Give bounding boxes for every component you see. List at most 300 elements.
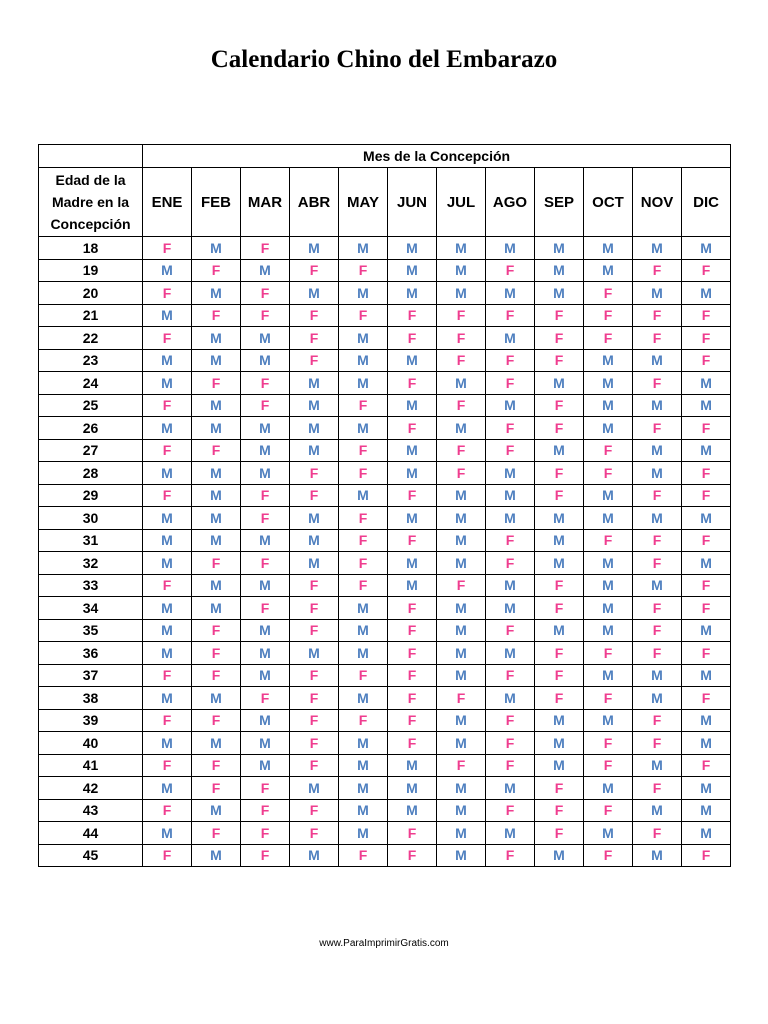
- table-row: [39, 552, 731, 575]
- gender-cell: F: [535, 822, 584, 845]
- table-row: [39, 574, 731, 597]
- age-cell: 36: [39, 642, 143, 665]
- gender-cell: M: [584, 597, 633, 620]
- gender-cell: F: [290, 687, 339, 710]
- gender-cell: F: [633, 619, 682, 642]
- gender-cell: M: [241, 574, 290, 597]
- gender-cell: M: [584, 372, 633, 395]
- gender-cell: M: [535, 237, 584, 260]
- gender-cell: F: [388, 642, 437, 665]
- gender-cell: F: [682, 417, 731, 440]
- gender-cell: M: [388, 462, 437, 485]
- gender-cell: F: [682, 844, 731, 867]
- gender-cell: M: [192, 597, 241, 620]
- gender-cell: M: [339, 327, 388, 350]
- gender-cell: M: [290, 529, 339, 552]
- gender-cell: F: [682, 597, 731, 620]
- age-cell: 28: [39, 462, 143, 485]
- gender-cell: M: [535, 709, 584, 732]
- gender-cell: F: [388, 619, 437, 642]
- gender-cell: F: [241, 237, 290, 260]
- gender-cell: M: [584, 619, 633, 642]
- gender-cell: F: [633, 552, 682, 575]
- gender-cell: M: [682, 282, 731, 305]
- gender-cell: F: [290, 732, 339, 755]
- gender-cell: M: [388, 394, 437, 417]
- gender-cell: F: [388, 732, 437, 755]
- gender-cell: M: [486, 777, 535, 800]
- gender-cell: M: [584, 394, 633, 417]
- gender-cell: M: [388, 349, 437, 372]
- gender-cell: F: [486, 619, 535, 642]
- gender-cell: F: [633, 259, 682, 282]
- gender-cell: M: [192, 529, 241, 552]
- gender-cell: M: [437, 372, 486, 395]
- gender-cell: M: [388, 259, 437, 282]
- gender-cell: M: [535, 259, 584, 282]
- gender-cell: M: [584, 777, 633, 800]
- gender-cell: F: [143, 844, 192, 867]
- gender-cell: M: [437, 237, 486, 260]
- gender-cell: F: [682, 259, 731, 282]
- gender-cell: F: [633, 304, 682, 327]
- gender-cell: F: [535, 664, 584, 687]
- gender-cell: M: [388, 282, 437, 305]
- gender-cell: M: [339, 282, 388, 305]
- gender-cell: M: [437, 642, 486, 665]
- gender-cell: F: [339, 259, 388, 282]
- gender-cell: M: [388, 552, 437, 575]
- gender-cell: F: [682, 327, 731, 350]
- gender-cell: M: [535, 439, 584, 462]
- gender-cell: M: [633, 237, 682, 260]
- gender-cell: M: [633, 799, 682, 822]
- gender-cell: F: [241, 484, 290, 507]
- gender-cell: F: [486, 349, 535, 372]
- gender-cell: M: [290, 507, 339, 530]
- gender-cell: M: [535, 282, 584, 305]
- page-title: Calendario Chino del Embarazo: [210, 46, 558, 73]
- age-column-header: Edad de la Madre en la Concepción: [39, 168, 143, 237]
- gender-cell: M: [192, 687, 241, 710]
- table-row: [39, 732, 731, 755]
- gender-cell: F: [584, 327, 633, 350]
- table-row: [39, 799, 731, 822]
- gender-cell: M: [143, 507, 192, 530]
- gender-cell: F: [682, 687, 731, 710]
- gender-cell: M: [388, 574, 437, 597]
- gender-cell: M: [584, 484, 633, 507]
- gender-cell: M: [437, 417, 486, 440]
- gender-cell: M: [486, 642, 535, 665]
- age-cell: 35: [39, 619, 143, 642]
- gender-cell: M: [682, 552, 731, 575]
- gender-cell: M: [584, 417, 633, 440]
- gender-cell: F: [339, 394, 388, 417]
- gender-cell: M: [584, 822, 633, 845]
- gender-cell: M: [290, 394, 339, 417]
- gender-cell: F: [682, 462, 731, 485]
- month-dic: DIC: [682, 168, 731, 237]
- gender-cell: F: [192, 777, 241, 800]
- gender-cell: M: [290, 372, 339, 395]
- gender-cell: F: [192, 709, 241, 732]
- gender-cell: M: [339, 349, 388, 372]
- age-cell: 33: [39, 574, 143, 597]
- pregnancy-calendar-table: [38, 144, 731, 867]
- gender-cell: F: [192, 552, 241, 575]
- gender-cell: M: [682, 822, 731, 845]
- gender-cell: M: [192, 349, 241, 372]
- gender-cell: F: [584, 462, 633, 485]
- table-row: [39, 462, 731, 485]
- gender-cell: M: [339, 777, 388, 800]
- gender-cell: M: [339, 417, 388, 440]
- gender-cell: M: [192, 484, 241, 507]
- gender-cell: M: [633, 687, 682, 710]
- month-oct: OCT: [584, 168, 633, 237]
- gender-cell: F: [241, 844, 290, 867]
- age-cell: 19: [39, 259, 143, 282]
- gender-cell: F: [290, 664, 339, 687]
- age-cell: 18: [39, 237, 143, 260]
- gender-cell: M: [633, 664, 682, 687]
- gender-cell: F: [290, 349, 339, 372]
- gender-cell: F: [437, 687, 486, 710]
- gender-cell: M: [143, 529, 192, 552]
- gender-cell: M: [682, 439, 731, 462]
- gender-cell: M: [584, 709, 633, 732]
- gender-cell: F: [339, 844, 388, 867]
- table-row: [39, 439, 731, 462]
- gender-cell: M: [192, 327, 241, 350]
- age-cell: 45: [39, 844, 143, 867]
- gender-cell: F: [486, 552, 535, 575]
- table-row: [39, 709, 731, 732]
- gender-cell: M: [290, 844, 339, 867]
- gender-cell: M: [535, 619, 584, 642]
- gender-cell: F: [584, 844, 633, 867]
- gender-cell: F: [388, 822, 437, 845]
- gender-cell: F: [290, 799, 339, 822]
- table-row: [39, 417, 731, 440]
- gender-cell: M: [486, 822, 535, 845]
- gender-cell: F: [143, 754, 192, 777]
- gender-cell: M: [241, 619, 290, 642]
- gender-cell: M: [486, 484, 535, 507]
- gender-cell: M: [143, 259, 192, 282]
- gender-cell: M: [486, 394, 535, 417]
- gender-cell: M: [192, 394, 241, 417]
- age-cell: 31: [39, 529, 143, 552]
- gender-cell: F: [143, 327, 192, 350]
- gender-cell: M: [241, 642, 290, 665]
- gender-cell: M: [241, 732, 290, 755]
- gender-cell: F: [192, 664, 241, 687]
- gender-cell: F: [143, 799, 192, 822]
- gender-cell: F: [241, 799, 290, 822]
- gender-cell: F: [437, 349, 486, 372]
- gender-cell: M: [339, 372, 388, 395]
- table-row: [39, 529, 731, 552]
- age-cell: 25: [39, 394, 143, 417]
- gender-cell: M: [290, 417, 339, 440]
- table-row: [39, 394, 731, 417]
- gender-cell: F: [682, 304, 731, 327]
- gender-cell: F: [143, 664, 192, 687]
- month-jun: JUN: [388, 168, 437, 237]
- gender-cell: M: [682, 664, 731, 687]
- table-row: [39, 754, 731, 777]
- gender-cell: F: [437, 327, 486, 350]
- gender-cell: F: [535, 394, 584, 417]
- gender-cell: F: [241, 507, 290, 530]
- gender-cell: F: [339, 529, 388, 552]
- gender-cell: F: [192, 439, 241, 462]
- age-cell: 42: [39, 777, 143, 800]
- month-mar: MAR: [241, 168, 290, 237]
- gender-cell: M: [192, 237, 241, 260]
- age-cell: 21: [39, 304, 143, 327]
- gender-cell: F: [535, 574, 584, 597]
- gender-cell: M: [535, 844, 584, 867]
- gender-cell: F: [486, 417, 535, 440]
- table-row: [39, 822, 731, 845]
- age-cell: 24: [39, 372, 143, 395]
- gender-cell: M: [192, 732, 241, 755]
- gender-cell: M: [143, 597, 192, 620]
- age-cell: 26: [39, 417, 143, 440]
- gender-cell: M: [241, 664, 290, 687]
- gender-cell: F: [633, 597, 682, 620]
- gender-cell: M: [437, 552, 486, 575]
- gender-cell: F: [486, 664, 535, 687]
- gender-cell: M: [388, 237, 437, 260]
- gender-cell: F: [535, 597, 584, 620]
- gender-cell: F: [339, 574, 388, 597]
- gender-cell: M: [584, 664, 633, 687]
- gender-cell: F: [339, 304, 388, 327]
- gender-cell: F: [584, 754, 633, 777]
- gender-cell: M: [290, 777, 339, 800]
- gender-cell: M: [241, 259, 290, 282]
- gender-cell: F: [290, 462, 339, 485]
- gender-cell: M: [290, 642, 339, 665]
- gender-cell: M: [584, 259, 633, 282]
- table-row: [39, 349, 731, 372]
- gender-cell: M: [339, 619, 388, 642]
- gender-cell: F: [535, 349, 584, 372]
- gender-cell: F: [535, 327, 584, 350]
- age-cell: 40: [39, 732, 143, 755]
- gender-cell: M: [486, 237, 535, 260]
- gender-cell: F: [486, 709, 535, 732]
- gender-cell: F: [241, 372, 290, 395]
- month-feb: FEB: [192, 168, 241, 237]
- gender-cell: M: [584, 574, 633, 597]
- gender-cell: F: [290, 259, 339, 282]
- month-header-row: [39, 168, 731, 237]
- gender-cell: M: [143, 552, 192, 575]
- gender-cell: F: [192, 304, 241, 327]
- gender-cell: M: [437, 822, 486, 845]
- table-row: [39, 237, 731, 260]
- gender-cell: F: [535, 304, 584, 327]
- gender-cell: M: [535, 552, 584, 575]
- month-jul: JUL: [437, 168, 486, 237]
- month-abr: ABR: [290, 168, 339, 237]
- gender-cell: M: [339, 597, 388, 620]
- gender-cell: M: [437, 259, 486, 282]
- gender-cell: F: [241, 597, 290, 620]
- gender-cell: F: [192, 619, 241, 642]
- gender-cell: F: [633, 822, 682, 845]
- gender-cell: F: [143, 237, 192, 260]
- gender-cell: F: [192, 372, 241, 395]
- gender-cell: M: [486, 574, 535, 597]
- gender-cell: F: [437, 304, 486, 327]
- age-cell: 39: [39, 709, 143, 732]
- gender-cell: F: [388, 529, 437, 552]
- gender-cell: M: [437, 507, 486, 530]
- gender-cell: F: [143, 709, 192, 732]
- gender-cell: F: [192, 822, 241, 845]
- gender-cell: F: [535, 462, 584, 485]
- gender-cell: M: [339, 484, 388, 507]
- table-row: [39, 327, 731, 350]
- gender-cell: M: [388, 777, 437, 800]
- gender-cell: F: [290, 597, 339, 620]
- gender-cell: M: [682, 799, 731, 822]
- gender-cell: M: [437, 709, 486, 732]
- gender-cell: M: [241, 529, 290, 552]
- age-cell: 37: [39, 664, 143, 687]
- gender-cell: F: [241, 552, 290, 575]
- table-row: [39, 282, 731, 305]
- gender-cell: F: [437, 754, 486, 777]
- gender-cell: F: [584, 732, 633, 755]
- gender-cell: F: [339, 664, 388, 687]
- gender-cell: F: [241, 822, 290, 845]
- gender-cell: F: [584, 529, 633, 552]
- age-cell: 32: [39, 552, 143, 575]
- gender-cell: F: [682, 574, 731, 597]
- month-nov: NOV: [633, 168, 682, 237]
- gender-cell: M: [633, 507, 682, 530]
- age-cell: 44: [39, 822, 143, 845]
- gender-cell: F: [437, 394, 486, 417]
- gender-cell: F: [682, 484, 731, 507]
- gender-cell: F: [633, 777, 682, 800]
- gender-cell: F: [192, 642, 241, 665]
- gender-cell: M: [241, 349, 290, 372]
- gender-cell: M: [192, 417, 241, 440]
- gender-cell: F: [682, 349, 731, 372]
- table-row: [39, 372, 731, 395]
- gender-cell: M: [241, 439, 290, 462]
- gender-cell: M: [192, 574, 241, 597]
- age-cell: 23: [39, 349, 143, 372]
- gender-cell: M: [486, 327, 535, 350]
- gender-cell: M: [437, 619, 486, 642]
- gender-cell: M: [437, 777, 486, 800]
- gender-cell: F: [192, 754, 241, 777]
- gender-cell: M: [486, 507, 535, 530]
- table-row: [39, 597, 731, 620]
- gender-cell: M: [584, 507, 633, 530]
- gender-cell: M: [192, 844, 241, 867]
- gender-cell: F: [633, 709, 682, 732]
- gender-cell: F: [339, 709, 388, 732]
- gender-cell: F: [339, 439, 388, 462]
- gender-cell: M: [241, 754, 290, 777]
- gender-cell: F: [339, 507, 388, 530]
- gender-cell: M: [682, 372, 731, 395]
- age-cell: 20: [39, 282, 143, 305]
- gender-cell: M: [192, 462, 241, 485]
- age-cell: 29: [39, 484, 143, 507]
- month-may: MAY: [339, 168, 388, 237]
- gender-cell: M: [192, 282, 241, 305]
- gender-cell: M: [143, 777, 192, 800]
- gender-cell: M: [143, 687, 192, 710]
- gender-cell: M: [535, 732, 584, 755]
- gender-cell: F: [339, 552, 388, 575]
- gender-cell: M: [143, 417, 192, 440]
- gender-cell: F: [290, 754, 339, 777]
- gender-cell: M: [143, 619, 192, 642]
- gender-cell: M: [437, 732, 486, 755]
- gender-cell: F: [486, 529, 535, 552]
- gender-cell: M: [290, 237, 339, 260]
- gender-cell: F: [290, 327, 339, 350]
- gender-cell: F: [192, 259, 241, 282]
- gender-cell: M: [339, 732, 388, 755]
- table-row: [39, 484, 731, 507]
- gender-cell: M: [682, 709, 731, 732]
- gender-cell: F: [339, 462, 388, 485]
- gender-cell: F: [388, 664, 437, 687]
- age-cell: 34: [39, 597, 143, 620]
- gender-cell: M: [535, 372, 584, 395]
- gender-cell: M: [192, 507, 241, 530]
- gender-cell: F: [633, 372, 682, 395]
- gender-cell: F: [388, 597, 437, 620]
- gender-cell: F: [437, 462, 486, 485]
- gender-cell: F: [535, 687, 584, 710]
- gender-cell: F: [290, 574, 339, 597]
- gender-cell: F: [388, 687, 437, 710]
- gender-cell: F: [437, 439, 486, 462]
- gender-cell: F: [535, 799, 584, 822]
- gender-cell: F: [535, 484, 584, 507]
- age-cell: 30: [39, 507, 143, 530]
- gender-cell: M: [437, 799, 486, 822]
- gender-cell: M: [339, 822, 388, 845]
- gender-cell: M: [388, 507, 437, 530]
- table-row: [39, 687, 731, 710]
- gender-cell: F: [584, 642, 633, 665]
- gender-cell: F: [535, 417, 584, 440]
- table-row: [39, 664, 731, 687]
- gender-cell: M: [290, 439, 339, 462]
- gender-cell: M: [437, 484, 486, 507]
- gender-cell: M: [241, 417, 290, 440]
- gender-cell: M: [339, 754, 388, 777]
- gender-cell: F: [437, 574, 486, 597]
- gender-cell: F: [486, 259, 535, 282]
- gender-cell: M: [143, 349, 192, 372]
